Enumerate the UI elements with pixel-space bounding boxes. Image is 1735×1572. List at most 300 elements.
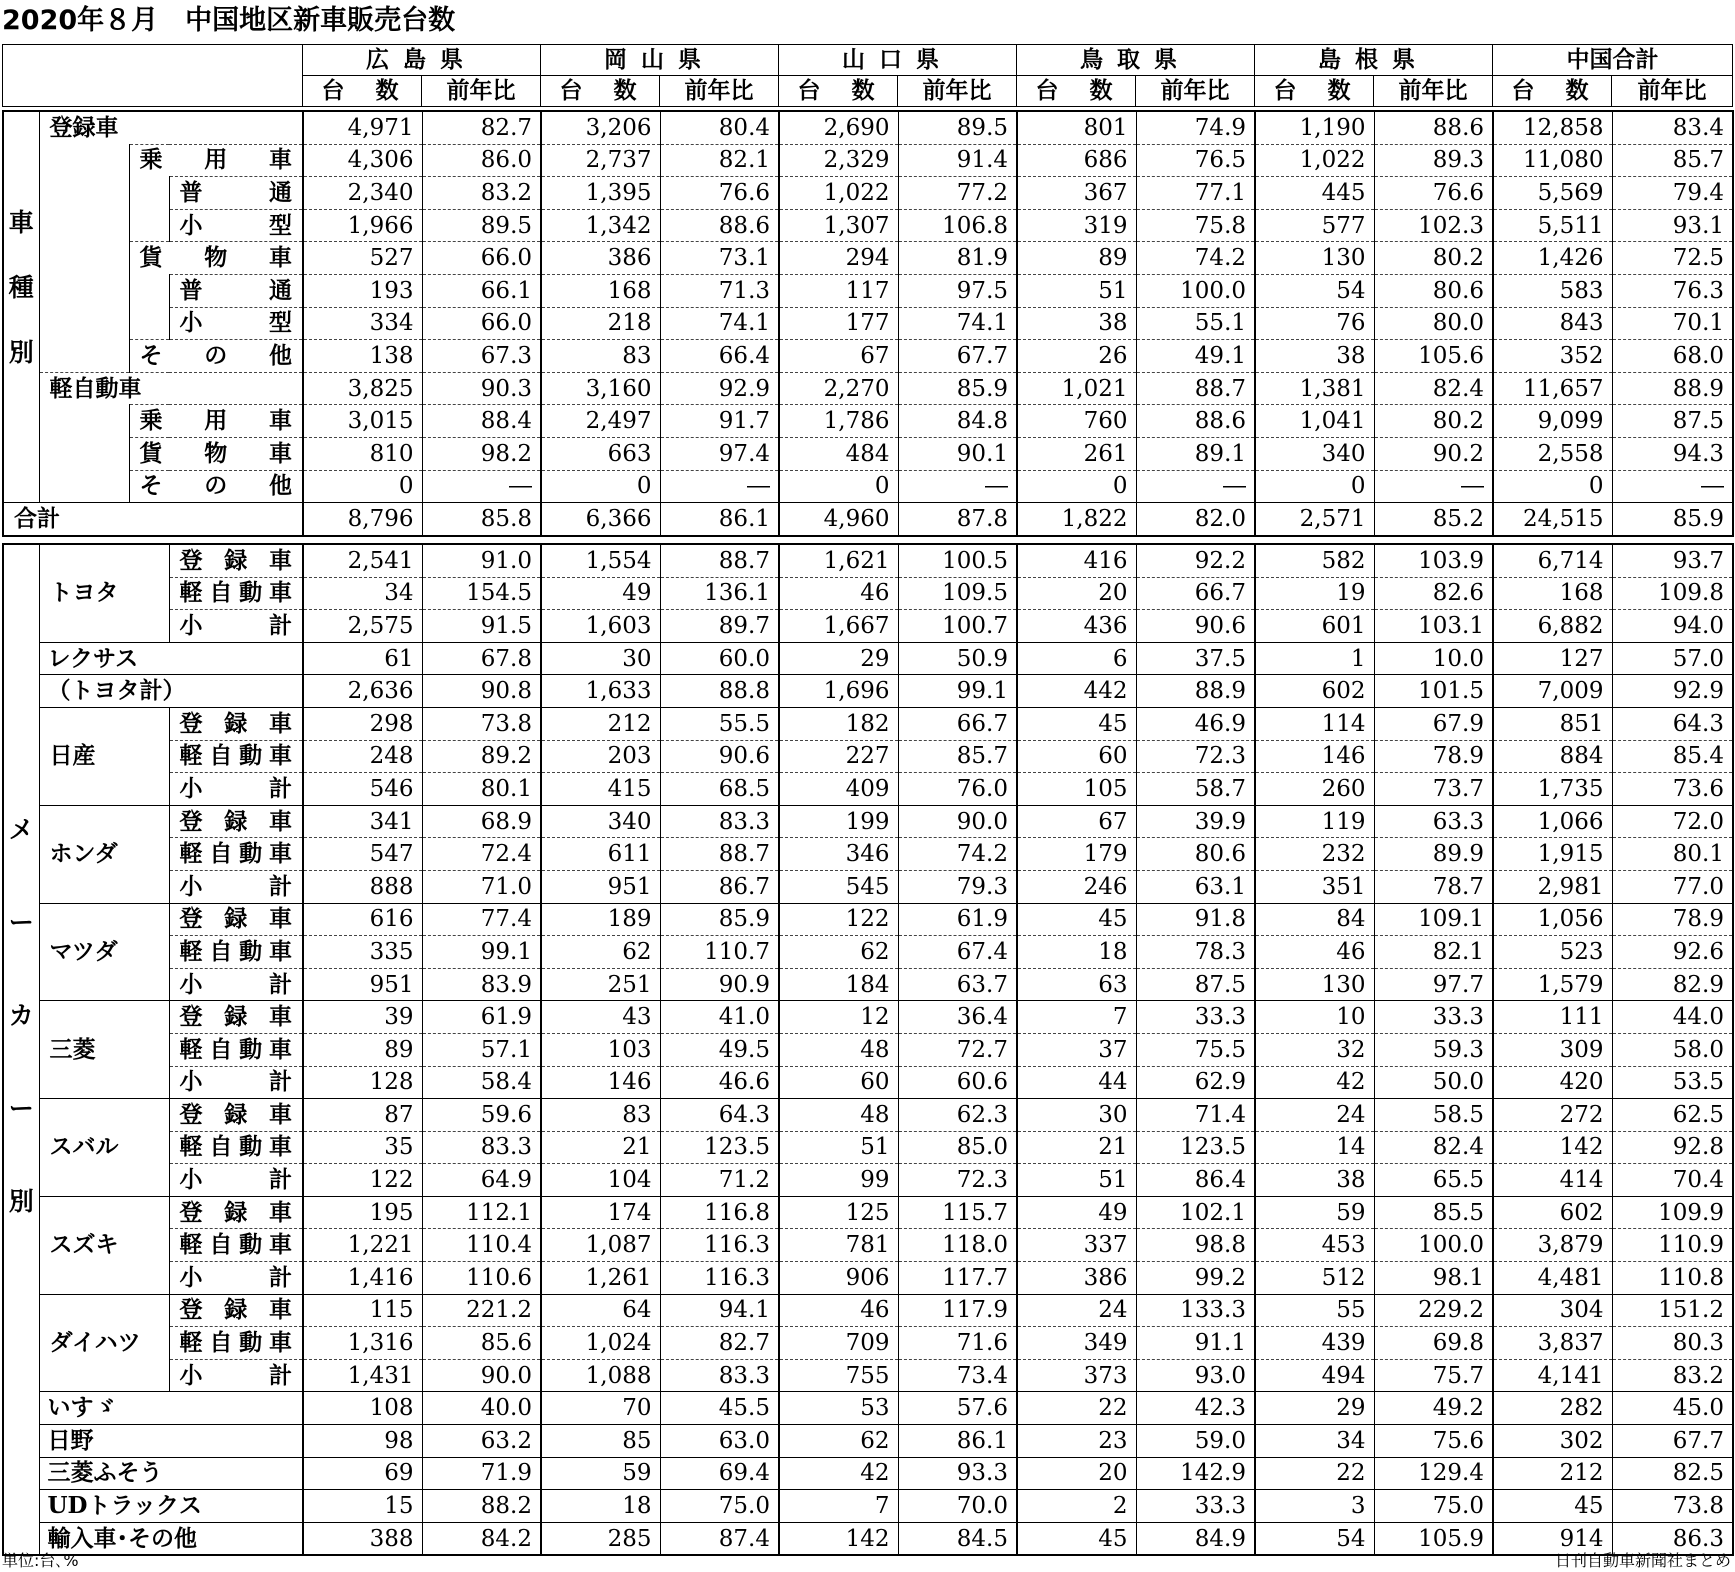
- count-cell: 349: [1017, 1327, 1136, 1360]
- count-cell: 146: [541, 1066, 660, 1099]
- header-pref: 山口県: [779, 45, 1017, 76]
- count-cell: 494: [1255, 1359, 1374, 1392]
- page-title: 2020年８月 中国地区新車販売台数: [2, 5, 456, 36]
- count-cell: 7: [1017, 1001, 1136, 1034]
- count-cell: 2,690: [779, 111, 898, 144]
- ratio-cell: 99.2: [1136, 1262, 1255, 1295]
- ratio-cell: 110.9: [1612, 1229, 1733, 1262]
- count-cell: 4,306: [303, 144, 422, 177]
- count-cell: 1,041: [1255, 405, 1374, 438]
- ratio-cell: 39.9: [1136, 805, 1255, 838]
- table-row: [3, 1262, 1733, 1295]
- count-cell: 309: [1493, 1033, 1612, 1066]
- indent-cell: [39, 242, 129, 275]
- count-cell: 51: [1017, 274, 1136, 307]
- ratio-cell: 91.0: [422, 544, 541, 577]
- count-cell: 34: [303, 577, 422, 610]
- ratio-cell: 69.8: [1374, 1327, 1493, 1360]
- ratio-cell: 142.9: [1136, 1457, 1255, 1490]
- count-cell: 3,825: [303, 372, 422, 405]
- row-label: 普通: [169, 274, 303, 307]
- count-cell: 1,087: [541, 1229, 660, 1262]
- row-label: 登録車: [39, 111, 303, 144]
- ratio-cell: 67.7: [898, 340, 1017, 373]
- table-row: [3, 1164, 1733, 1197]
- count-cell: 0: [1255, 470, 1374, 503]
- count-cell: 70: [541, 1392, 660, 1425]
- count-cell: 2,571: [1255, 503, 1374, 536]
- ratio-cell: 86.4: [1136, 1164, 1255, 1197]
- sub-label: 登録車: [169, 544, 303, 577]
- ratio-cell: 80.2: [1374, 242, 1493, 275]
- ratio-cell: 62.9: [1136, 1066, 1255, 1099]
- count-cell: 6,882: [1493, 610, 1612, 643]
- ratio-cell: 101.5: [1374, 675, 1493, 708]
- count-cell: 39: [303, 1001, 422, 1034]
- ratio-cell: 82.5: [1612, 1457, 1733, 1490]
- ratio-cell: 88.9: [1136, 675, 1255, 708]
- count-cell: 1,554: [541, 544, 660, 577]
- maker-name: スズキ: [39, 1196, 169, 1294]
- ratio-cell: 86.7: [660, 870, 779, 903]
- table-row: [3, 642, 1733, 675]
- count-cell: 1,416: [303, 1262, 422, 1295]
- count-cell: 602: [1255, 675, 1374, 708]
- count-cell: 38: [1255, 1164, 1374, 1197]
- maker-name: スバル: [39, 1099, 169, 1197]
- ratio-cell: 116.3: [660, 1262, 779, 1295]
- maker-name: いすゞ: [39, 1392, 303, 1425]
- table-row: [3, 1327, 1733, 1360]
- ratio-cell: 10.0: [1374, 642, 1493, 675]
- count-cell: 212: [1493, 1457, 1612, 1490]
- count-cell: 22: [1017, 1392, 1136, 1425]
- count-cell: 282: [1493, 1392, 1612, 1425]
- table-row: [3, 144, 1733, 177]
- ratio-cell: 73.4: [898, 1359, 1017, 1392]
- count-cell: 184: [779, 968, 898, 1001]
- section-label-char: ー: [8, 908, 34, 938]
- ratio-cell: 94.0: [1612, 610, 1733, 643]
- count-cell: 45: [1493, 1490, 1612, 1523]
- count-cell: 168: [1493, 577, 1612, 610]
- ratio-cell: 94.1: [660, 1294, 779, 1327]
- table-row: [3, 372, 1733, 405]
- row-label: 乗用車: [129, 144, 303, 177]
- count-cell: 1,022: [779, 177, 898, 210]
- count-cell: 114: [1255, 707, 1374, 740]
- ratio-cell: 77.1: [1136, 177, 1255, 210]
- ratio-cell: 83.9: [422, 968, 541, 1001]
- count-cell: 179: [1017, 838, 1136, 871]
- sub-label: 小計: [169, 1066, 303, 1099]
- count-cell: 951: [541, 870, 660, 903]
- section-label-maker: [3, 544, 39, 1555]
- count-cell: 85: [541, 1425, 660, 1458]
- count-cell: 386: [1017, 1262, 1136, 1295]
- ratio-cell: 72.0: [1612, 805, 1733, 838]
- count-cell: 409: [779, 773, 898, 806]
- count-cell: 45: [1017, 1522, 1136, 1555]
- count-cell: 906: [779, 1262, 898, 1295]
- count-cell: 3,879: [1493, 1229, 1612, 1262]
- count-cell: 18: [541, 1490, 660, 1523]
- count-cell: 62: [779, 1425, 898, 1458]
- count-cell: 12: [779, 1001, 898, 1034]
- count-cell: 42: [1255, 1066, 1374, 1099]
- ratio-cell: 90.6: [1136, 610, 1255, 643]
- count-cell: 436: [1017, 610, 1136, 643]
- count-cell: 2,340: [303, 177, 422, 210]
- count-cell: 527: [303, 242, 422, 275]
- count-cell: 335: [303, 936, 422, 969]
- ratio-cell: 90.1: [898, 437, 1017, 470]
- maker-name: トヨタ: [39, 544, 169, 642]
- maker-name: 日野: [39, 1425, 303, 1458]
- ratio-cell: 58.7: [1136, 773, 1255, 806]
- ratio-cell: 62.3: [898, 1099, 1017, 1132]
- ratio-cell: 92.6: [1612, 936, 1733, 969]
- ratio-cell: 78.9: [1612, 903, 1733, 936]
- ratio-cell: 90.0: [898, 805, 1017, 838]
- ratio-cell: 90.6: [660, 740, 779, 773]
- ratio-cell: 59.0: [1136, 1425, 1255, 1458]
- count-cell: 512: [1255, 1262, 1374, 1295]
- ratio-cell: 85.7: [898, 740, 1017, 773]
- ratio-cell: 67.4: [898, 936, 1017, 969]
- ratio-cell: 67.7: [1612, 1425, 1733, 1458]
- row-label: 合計: [3, 503, 303, 536]
- count-cell: 755: [779, 1359, 898, 1392]
- sub-label: 登録車: [169, 1196, 303, 1229]
- sub-label: 登録車: [169, 1294, 303, 1327]
- count-cell: 1,822: [1017, 503, 1136, 536]
- ratio-cell: 86.3: [1612, 1522, 1733, 1555]
- sub-label: 小計: [169, 1262, 303, 1295]
- ratio-cell: 91.7: [660, 405, 779, 438]
- ratio-cell: 93.7: [1612, 544, 1733, 577]
- ratio-cell: 73.8: [1612, 1490, 1733, 1523]
- ratio-cell: 80.4: [660, 111, 779, 144]
- table-row: [3, 740, 1733, 773]
- section-label-char: 車: [8, 207, 34, 237]
- count-cell: 59: [541, 1457, 660, 1490]
- count-cell: 246: [1017, 870, 1136, 903]
- ratio-cell: 82.6: [1374, 577, 1493, 610]
- maker-name: 三菱ふそう: [39, 1457, 303, 1490]
- sub-label: 登録車: [169, 1001, 303, 1034]
- count-cell: 122: [779, 903, 898, 936]
- count-cell: 583: [1493, 274, 1612, 307]
- ratio-cell: 136.1: [660, 577, 779, 610]
- count-cell: 103: [541, 1033, 660, 1066]
- ratio-cell: 75.0: [1374, 1490, 1493, 1523]
- count-cell: 142: [779, 1522, 898, 1555]
- count-cell: 60: [1017, 740, 1136, 773]
- count-cell: 177: [779, 307, 898, 340]
- ratio-cell: 69.4: [660, 1457, 779, 1490]
- count-cell: 168: [541, 274, 660, 307]
- ratio-cell: 57.0: [1612, 642, 1733, 675]
- ratio-cell: 100.0: [1136, 274, 1255, 307]
- header-count: 台 数: [1255, 76, 1374, 107]
- ratio-cell: 60.6: [898, 1066, 1017, 1099]
- count-cell: 523: [1493, 936, 1612, 969]
- ratio-cell: 85.8: [422, 503, 541, 536]
- row-label: その他: [129, 470, 303, 503]
- count-cell: 4,481: [1493, 1262, 1612, 1295]
- ratio-cell: 45.5: [660, 1392, 779, 1425]
- ratio-cell: 90.8: [422, 675, 541, 708]
- count-cell: 3: [1255, 1490, 1374, 1523]
- count-cell: 260: [1255, 773, 1374, 806]
- count-cell: 251: [541, 968, 660, 1001]
- ratio-cell: 91.8: [1136, 903, 1255, 936]
- ratio-cell: 92.9: [660, 372, 779, 405]
- table-row: [3, 1099, 1733, 1132]
- table-row: [3, 1229, 1733, 1262]
- header-ratio: 前年比: [1612, 76, 1733, 107]
- vehicle-type-table: [2, 110, 1734, 537]
- header-pref: 鳥取県: [1017, 45, 1255, 76]
- ratio-cell: 89.1: [1136, 437, 1255, 470]
- ratio-cell: 88.7: [660, 838, 779, 871]
- ratio-cell: 71.6: [898, 1327, 1017, 1360]
- unit-note: 単位:台､%: [2, 1551, 79, 1570]
- ratio-cell: 74.2: [898, 838, 1017, 871]
- ratio-cell: 90.2: [1374, 437, 1493, 470]
- table-row: [3, 1359, 1733, 1392]
- ratio-cell: 83.3: [660, 1359, 779, 1392]
- ratio-cell: 133.3: [1136, 1294, 1255, 1327]
- ratio-cell: 84.5: [898, 1522, 1017, 1555]
- ratio-cell: 74.1: [660, 307, 779, 340]
- row-label: 貨物車: [129, 437, 303, 470]
- sub-label: 小計: [169, 968, 303, 1001]
- table-row: [3, 1033, 1733, 1066]
- ratio-cell: 75.8: [1136, 209, 1255, 242]
- ratio-cell: 109.9: [1612, 1196, 1733, 1229]
- count-cell: 546: [303, 773, 422, 806]
- ratio-cell: 116.8: [660, 1196, 779, 1229]
- ratio-cell: ―: [898, 470, 1017, 503]
- indent-cell: [129, 274, 169, 307]
- sub-label: 登録車: [169, 1099, 303, 1132]
- sub-label: 軽自動車: [169, 1033, 303, 1066]
- count-cell: 341: [303, 805, 422, 838]
- ratio-cell: 53.5: [1612, 1066, 1733, 1099]
- maker-name: 三菱: [39, 1001, 169, 1099]
- count-cell: 24: [1017, 1294, 1136, 1327]
- ratio-cell: 84.2: [422, 1522, 541, 1555]
- table-row: [3, 675, 1733, 708]
- header-count: 台 数: [1017, 76, 1136, 107]
- ratio-cell: 85.9: [898, 372, 1017, 405]
- source-note: 日刊自動車新聞社まとめ: [1554, 1551, 1731, 1570]
- count-cell: 105: [1017, 773, 1136, 806]
- count-cell: 888: [303, 870, 422, 903]
- maker-name: ホンダ: [39, 805, 169, 903]
- table-row: [3, 610, 1733, 643]
- count-cell: 577: [1255, 209, 1374, 242]
- count-cell: 24,515: [1493, 503, 1612, 536]
- table-row: [3, 1425, 1733, 1458]
- ratio-cell: 80.6: [1136, 838, 1255, 871]
- ratio-cell: 58.5: [1374, 1099, 1493, 1132]
- ratio-cell: 100.5: [898, 544, 1017, 577]
- count-cell: 54: [1255, 1522, 1374, 1555]
- row-label: 普通: [169, 177, 303, 210]
- ratio-cell: ―: [1374, 470, 1493, 503]
- count-cell: 781: [779, 1229, 898, 1262]
- ratio-cell: 75.7: [1374, 1359, 1493, 1392]
- count-cell: 122: [303, 1164, 422, 1197]
- table-row: [3, 1522, 1733, 1555]
- section-label-char: カ: [8, 1001, 34, 1031]
- count-cell: 810: [303, 437, 422, 470]
- table-row: [3, 1490, 1733, 1523]
- count-cell: 709: [779, 1327, 898, 1360]
- count-cell: 616: [303, 903, 422, 936]
- count-cell: 415: [541, 773, 660, 806]
- count-cell: 7,009: [1493, 675, 1612, 708]
- ratio-cell: 85.0: [898, 1131, 1017, 1164]
- count-cell: 0: [779, 470, 898, 503]
- ratio-cell: 97.4: [660, 437, 779, 470]
- ratio-cell: 71.4: [1136, 1099, 1255, 1132]
- count-cell: 6: [1017, 642, 1136, 675]
- ratio-cell: 61.9: [422, 1001, 541, 1034]
- ratio-cell: 151.2: [1612, 1294, 1733, 1327]
- ratio-cell: 84.9: [1136, 1522, 1255, 1555]
- ratio-cell: 93.0: [1136, 1359, 1255, 1392]
- count-cell: 115: [303, 1294, 422, 1327]
- count-cell: 63: [1017, 968, 1136, 1001]
- ratio-cell: 73.6: [1612, 773, 1733, 806]
- table-row: [3, 968, 1733, 1001]
- ratio-cell: 76.6: [660, 177, 779, 210]
- ratio-cell: 85.4: [1612, 740, 1733, 773]
- count-cell: 111: [1493, 1001, 1612, 1034]
- ratio-cell: 105.6: [1374, 340, 1493, 373]
- ratio-cell: 82.9: [1612, 968, 1733, 1001]
- count-cell: 4,141: [1493, 1359, 1612, 1392]
- table-row: [3, 470, 1733, 503]
- count-cell: 285: [541, 1522, 660, 1555]
- count-cell: 49: [541, 577, 660, 610]
- count-cell: 130: [1255, 242, 1374, 275]
- count-cell: 2: [1017, 1490, 1136, 1523]
- ratio-cell: 33.3: [1136, 1490, 1255, 1523]
- count-cell: 2,737: [541, 144, 660, 177]
- count-cell: 4,960: [779, 503, 898, 536]
- ratio-cell: 110.8: [1612, 1262, 1733, 1295]
- ratio-cell: 59.3: [1374, 1033, 1493, 1066]
- ratio-cell: 102.3: [1374, 209, 1493, 242]
- ratio-cell: 70.4: [1612, 1164, 1733, 1197]
- count-cell: 37: [1017, 1033, 1136, 1066]
- ratio-cell: 76.5: [1136, 144, 1255, 177]
- count-cell: 45: [1017, 707, 1136, 740]
- row-label: 小型: [169, 307, 303, 340]
- count-cell: 1,022: [1255, 144, 1374, 177]
- indent-cell: [39, 209, 129, 242]
- ratio-cell: 88.6: [1374, 111, 1493, 144]
- count-cell: 43: [541, 1001, 660, 1034]
- table-row: [3, 1001, 1733, 1034]
- count-cell: 1,431: [303, 1359, 422, 1392]
- maker-name: （トヨタ計）: [39, 675, 303, 708]
- ratio-cell: 49.2: [1374, 1392, 1493, 1425]
- ratio-cell: 63.3: [1374, 805, 1493, 838]
- count-cell: 439: [1255, 1327, 1374, 1360]
- table-row: [3, 936, 1733, 969]
- ratio-cell: 77.4: [422, 903, 541, 936]
- count-cell: 420: [1493, 1066, 1612, 1099]
- ratio-cell: 63.0: [660, 1425, 779, 1458]
- count-cell: 227: [779, 740, 898, 773]
- count-cell: 44: [1017, 1066, 1136, 1099]
- ratio-cell: 88.7: [660, 544, 779, 577]
- count-cell: 46: [1255, 936, 1374, 969]
- count-cell: 61: [303, 642, 422, 675]
- count-cell: 340: [541, 805, 660, 838]
- count-cell: 851: [1493, 707, 1612, 740]
- ratio-cell: 99.1: [898, 675, 1017, 708]
- count-cell: 119: [1255, 805, 1374, 838]
- count-cell: 1,221: [303, 1229, 422, 1262]
- table-row: [3, 405, 1733, 438]
- table-row: [3, 773, 1733, 806]
- ratio-cell: 72.5: [1612, 242, 1733, 275]
- count-cell: 182: [779, 707, 898, 740]
- ratio-cell: 86.0: [422, 144, 541, 177]
- count-cell: 14: [1255, 1131, 1374, 1164]
- row-label: 軽自動車: [39, 372, 303, 405]
- table-row: [3, 707, 1733, 740]
- ratio-cell: 74.2: [1136, 242, 1255, 275]
- header-pref: 中国合計: [1493, 45, 1733, 76]
- ratio-cell: 90.9: [660, 968, 779, 1001]
- count-cell: 193: [303, 274, 422, 307]
- count-cell: 0: [1493, 470, 1612, 503]
- ratio-cell: 90.3: [422, 372, 541, 405]
- indent-cell: [129, 209, 169, 242]
- count-cell: 1,024: [541, 1327, 660, 1360]
- ratio-cell: 118.0: [898, 1229, 1017, 1262]
- ratio-cell: 106.8: [898, 209, 1017, 242]
- row-label: 乗用車: [129, 405, 303, 438]
- indent-cell: [39, 144, 129, 177]
- indent-cell: [39, 307, 129, 340]
- ratio-cell: 82.0: [1136, 503, 1255, 536]
- count-cell: 547: [303, 838, 422, 871]
- count-cell: 1,316: [303, 1327, 422, 1360]
- count-cell: 7: [779, 1490, 898, 1523]
- sub-label: 軽自動車: [169, 936, 303, 969]
- count-cell: 38: [1017, 307, 1136, 340]
- count-cell: 334: [303, 307, 422, 340]
- count-cell: 64: [541, 1294, 660, 1327]
- ratio-cell: 66.7: [1136, 577, 1255, 610]
- ratio-cell: 110.4: [422, 1229, 541, 1262]
- count-cell: 611: [541, 838, 660, 871]
- count-cell: 261: [1017, 437, 1136, 470]
- count-cell: 84: [1255, 903, 1374, 936]
- section-label-char: 種: [8, 272, 34, 302]
- count-cell: 1,667: [779, 610, 898, 643]
- count-cell: 414: [1493, 1164, 1612, 1197]
